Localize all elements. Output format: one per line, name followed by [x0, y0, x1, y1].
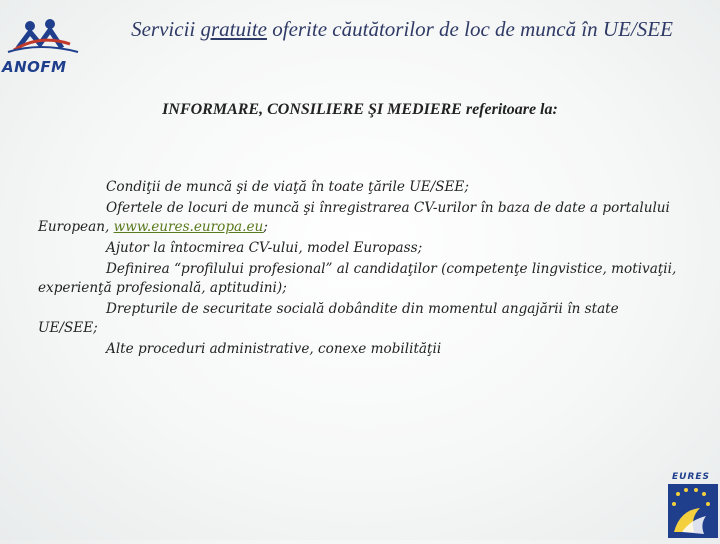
eures-logo	[660, 470, 720, 540]
anofm-logo-icon	[0, 14, 90, 60]
services-list	[38, 178, 678, 361]
list-item-text: Ofertele de locuri de muncă şi înregistrarea CV-urilor în baza de date a portalului European,	[38, 199, 670, 236]
list-item: Alte proceduri administrative, conexe mobilităţii	[106, 340, 442, 357]
eures-portal-link[interactable]: www.eures.europa.eu	[113, 219, 264, 236]
title-part1: Servicii	[131, 17, 201, 41]
anofm-logo-text: ANOFM	[2, 58, 67, 76]
page-title	[92, 14, 712, 44]
anofm-logo	[0, 14, 90, 76]
link-suffix: ;	[263, 219, 268, 236]
eures-logo-text: EURES	[672, 472, 711, 482]
title-part3: oferite căutătorilor de loc de muncă în UE/SEE	[266, 17, 673, 41]
list-item: Ajutor la întocmirea CV-ului, model Europass;	[106, 239, 423, 256]
list-item: Definirea “profilului profesional” al candidaţilor (competenţe lingvistice, motivaţii, experienţă profesională, aptitudini);	[38, 260, 677, 297]
section-subtitle: INFORMARE, CONSILIERE ŞI MEDIERE referitoare la:	[162, 101, 558, 118]
list-item	[38, 199, 678, 238]
list-item: Drepturile de securitate socială dobândite din momentul angajării în state UE/SEE;	[38, 300, 619, 337]
list-item: Condiţii de muncă şi de viaţă în toate ţările UE/SEE;	[106, 179, 469, 195]
title-part2: gratuite	[200, 17, 267, 41]
